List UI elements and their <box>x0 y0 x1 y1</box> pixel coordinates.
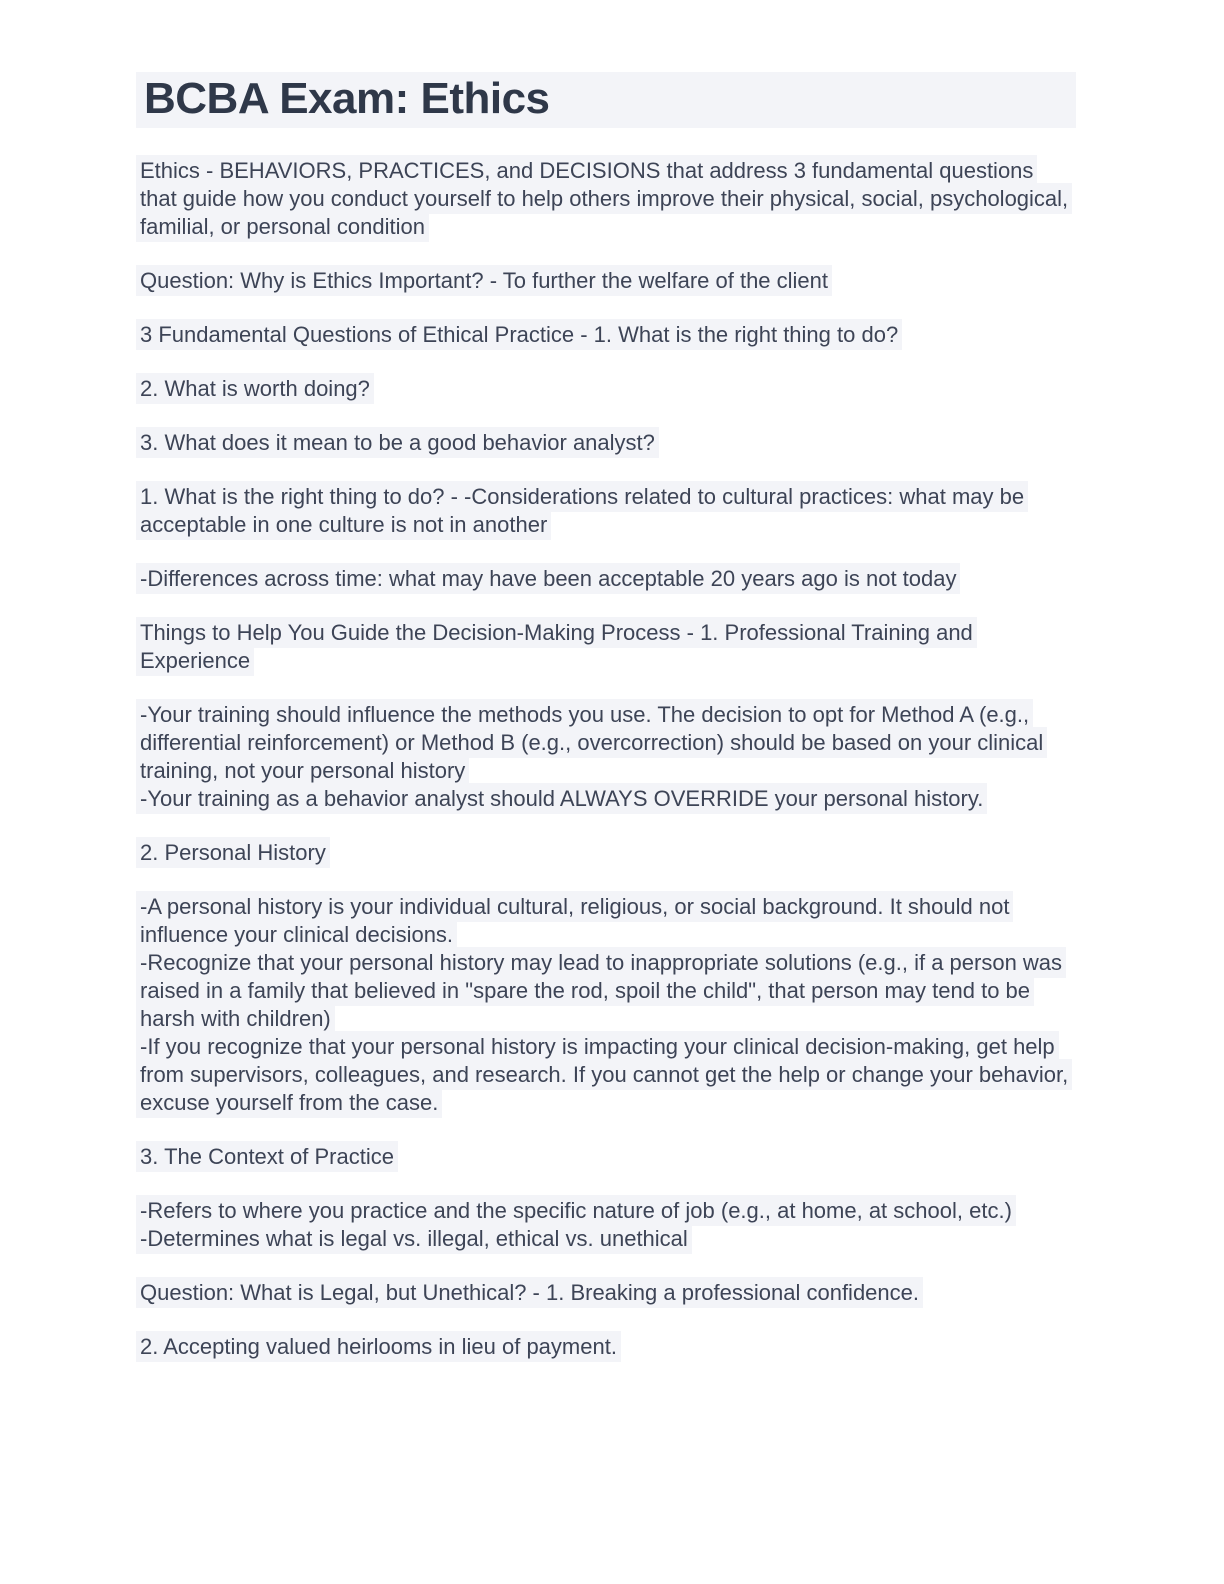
highlighted-text: Ethics - BEHAVIORS, PRACTICES, and DECISIONS that address 3 fundamental questions that guide how you conduct yourself to help others improve their physical, social, psychological, familial, or personal condition <box>136 155 1072 242</box>
highlighted-text: -Differences across time: what may have been acceptable 20 years ago is not today <box>136 563 960 594</box>
highlighted-text: 2. Personal History <box>136 837 330 868</box>
paragraph <box>136 1279 1074 1307</box>
highlighted-text: Question: What is Legal, but Unethical? - 1. Breaking a professional confidence. <box>136 1277 923 1308</box>
highlighted-text: -Your training should influence the methods you use. The decision to opt for Method A (e.g., differential reinforcement) or Method B (e.g., overcorrection) should be based on your clinical training, not your personal history <box>136 699 1047 786</box>
highlighted-text: -If you recognize that your personal history is impacting your clinical decision-making, get help from supervisors, colleagues, and research. If you cannot get the help or change your behavior, excuse yourself from the case. <box>136 1031 1072 1118</box>
highlighted-text: -Refers to where you practice and the specific nature of job (e.g., at home, at school, etc.) <box>136 1195 1016 1226</box>
paragraph <box>136 1333 1074 1361</box>
paragraph <box>136 483 1074 539</box>
highlighted-text: 2. Accepting valued heirlooms in lieu of payment. <box>136 1331 621 1362</box>
paragraph <box>136 267 1074 295</box>
highlighted-text: -A personal history is your individual cultural, religious, or social background. It should not influence your clinical decisions. <box>136 891 1013 950</box>
paragraph <box>136 619 1074 675</box>
paragraph <box>136 839 1074 867</box>
paragraph <box>136 701 1074 813</box>
highlighted-text: -Your training as a behavior analyst should ALWAYS OVERRIDE your personal history. <box>136 783 987 814</box>
highlighted-text: Things to Help You Guide the Decision-Making Process - 1. Professional Training and Experience <box>136 617 977 676</box>
highlighted-text: 3 Fundamental Questions of Ethical Practice - 1. What is the right thing to do? <box>136 319 902 350</box>
highlighted-text: Question: Why is Ethics Important? - To further the welfare of the client <box>136 265 832 296</box>
highlighted-text: 2. What is worth doing? <box>136 373 374 404</box>
page-title: BCBA Exam: Ethics <box>136 72 1076 128</box>
highlighted-text: 3. The Context of Practice <box>136 1141 398 1172</box>
highlighted-text: 1. What is the right thing to do? - -Considerations related to cultural practices: what may be acceptable in one culture is not in another <box>136 481 1028 540</box>
document-body <box>136 157 1074 1361</box>
paragraph <box>136 157 1074 241</box>
paragraph <box>136 1143 1074 1171</box>
highlighted-text: 3. What does it mean to be a good behavior analyst? <box>136 427 659 458</box>
paragraph <box>136 1197 1074 1253</box>
paragraph <box>136 565 1074 593</box>
highlighted-text: -Determines what is legal vs. illegal, ethical vs. unethical <box>136 1223 692 1254</box>
paragraph <box>136 375 1074 403</box>
paragraph <box>136 321 1074 349</box>
highlighted-text: -Recognize that your personal history may lead to inappropriate solutions (e.g., if a person was raised in a family that believed in "spare the rod, spoil the child", that person may tend to be harsh with children) <box>136 947 1066 1034</box>
paragraph <box>136 429 1074 457</box>
paragraph <box>136 893 1074 1117</box>
